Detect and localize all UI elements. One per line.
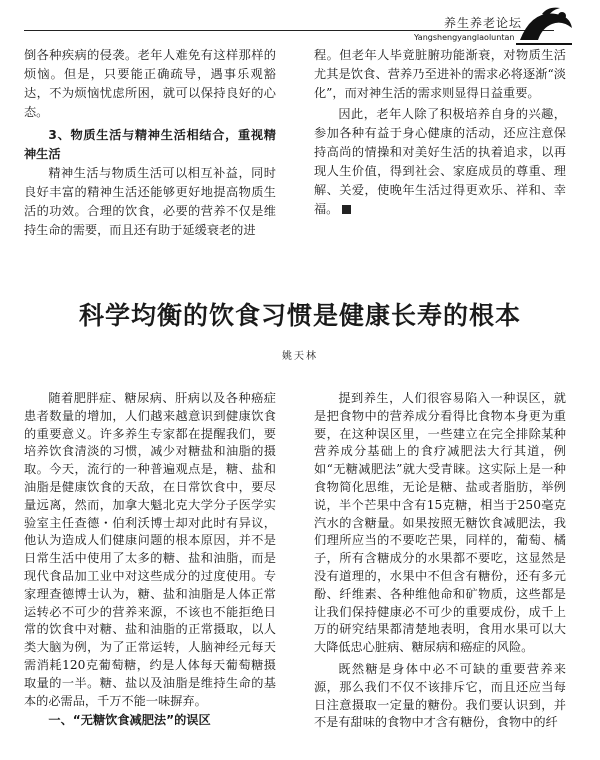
paragraph-end	[314, 105, 566, 219]
section-pinyin: Yangshengyanglaoluntan	[414, 33, 515, 42]
header-rule	[24, 30, 554, 31]
end-mark-icon	[342, 205, 351, 214]
article-title: 科学均衡的饮食习惯是健康长寿的根本	[78, 301, 521, 330]
section-heading: 3、物质生活与精神生活相结合，重视精神生活	[24, 128, 276, 161]
paragraph-text: 因此，老年人除了积极培养自身的兴趣，参加各种有益于身心健康的活动，还应注意保持高尚的情操和对美好生活的执着追求，以再现人生价值，得到社会、家庭成员的尊重、理解、关爱，使晚年生活过得更欢乐、祥和、幸福。	[314, 107, 566, 216]
crane-logo-icon	[512, 6, 576, 46]
article-right-column	[314, 390, 566, 732]
section-title: 养生养老论坛	[444, 16, 523, 30]
section-heading: 一、“无糖饮食减肥法”的误区	[48, 713, 211, 728]
article-left-column	[24, 390, 276, 730]
paragraph: 程。但老年人毕竟脏腑功能渐衰，对物质生活尤其是饮食、营养乃至进补的需求必将逐渐“淡化”，而对神生活的需求则显得日益重要。	[314, 48, 566, 100]
paragraph: 精神生活与物质生活可以相互补益，同时良好丰富的精神生活还能够更好地提高物质生活的功效。合理的饮食，必要的营养不仅是维持生命的需要，而且还有助于延缓衰老的进	[24, 166, 276, 237]
paragraph: 随着肥胖症、糖尿病、肝病以及各种癌症患者数量的增加，人们越来越意识到健康饮食的重要意义。许多养生专家都在提醒我们，要培养饮食清淡的习惯，减少对糖盐和油脂的摄取。今天，流行的一种普遍观点是，糖、盐和油脂是健康饮食的天敌，在日常饮食中，要尽量远离，然而，加拿大魁北克大学分子医学实验室主任查德・伯利沃博士却对此时有异议，他认为造成人们健康问题的根本原因，并不是日常生活中使用了太多的糖、盐和油脂，而是现代食品加工业中对这些成分的过度使用。专家理查德博士认为，糖、盐和油脂是人体正常运转必不可少的营养来源，不该也不能拒绝日常的饮食中对糖、盐和油脂的正常摄取，以人类大脑为例，为了正常运转，人脑神经元每天需消耗120克葡萄糖，约是人体每天葡萄糖摄取量的一半。糖、盐以及油脂是维持生命的基本的必需品，千万不能一味摒弃。	[24, 391, 276, 708]
top-right-column	[314, 46, 566, 219]
top-left-column	[24, 46, 276, 240]
paragraph: 倒各种疾病的侵袭。老年人难免有这样那样的烦恼。但是，只要能正确疏导，遇事乐观豁达，不为烦恼忧虑所困，就可以保持良好的心态。	[24, 48, 276, 119]
article-author: 姚天林	[282, 351, 318, 362]
paragraph: 提到养生，人们很容易陷入一种误区，就是把食物中的营养成分看得比食物本身更为重要，在这种误区里，一些建立在完全排除某种营养成分基础上的食疗减肥法大行其道，例如“无糖减肥法”就大受青睐。这实际上是一种食物简化思维，无论是糖、盐或者脂肪，举例说，半个芒果中含有15克糖，相当于250毫克汽水的含糖量。如果按照无糖饮食减肥法，我们理所应当的不要吃芒果，同样的，葡萄、橘子，所有含糖成分的水果都不要吃，这显然是没有道理的，水果中不但含有糖份，还有多元酚、纤维素、各种维他命和矿物质，这些都是让我们保持健康必不可少的重要成份，成千上万的研究结果都清楚地表明，食用水果可以大大降低忠心脏病、糖尿病和癌症的风险。	[314, 391, 566, 655]
paragraph: 既然糖是身体中必不可缺的重要营养来源，那么我们不仅不该排斥它，而且还应当每日注意摄取一定量的糖份。我们要认识到，并不是有甜味的食物中才含有糖份，食物中的纤	[314, 661, 566, 730]
